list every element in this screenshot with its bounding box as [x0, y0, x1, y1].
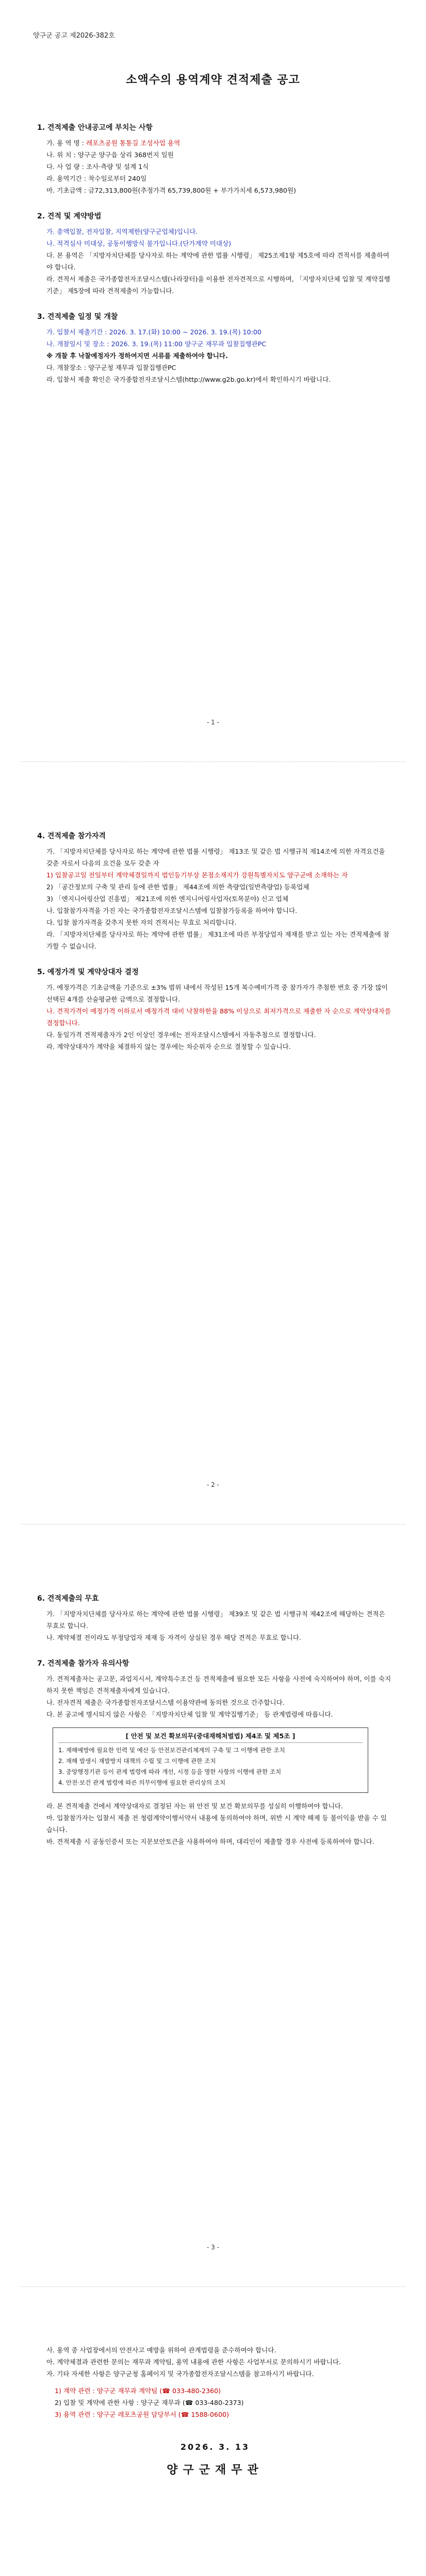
- notice-body-4: [37, 2344, 393, 2476]
- notice-item: 다. 동일가격 견적제출자가 2인 이상인 경우에는 전자조달시스템에서 자동추첨으로 결정합니다.: [46, 1031, 316, 1039]
- notice-date: 2026. 3. 13: [180, 2442, 250, 2452]
- notice-item: 라. 계약상대자가 계약을 체결하지 않는 경우에는 차순위자 순으로 결정할 수 있습니다.: [46, 1043, 291, 1050]
- section-8-list: [37, 2344, 393, 2380]
- notice-item: 다. 개찰장소 : 양구군청 재무과 입찰집행관PC: [46, 364, 176, 371]
- safety-notice-line: 1. 재해예방에 필요한 인력 및 예산 등 안전보건관리체계의 구축 및 그 이행에 관한 조치: [58, 1747, 285, 1754]
- project-info-value: 양구군 양구읍 상리 368번지 일원: [77, 151, 174, 159]
- page-divider: [21, 761, 405, 762]
- notice-item: 나. 견적가격이 예정가격 이하로서 예정가격 대비 낙찰하한율 88% 이상으로 최저가격으로 제출한 자 순으로 계약상대자를 결정합니다.: [46, 1007, 391, 1027]
- notice-item: 나. 개찰일시 및 장소 : 2026. 3. 19.(목) 11:00 양구군 재무과 입찰집행관PC: [46, 340, 267, 348]
- section-heading: 1. 견적제출 안내공고에 부치는 사항: [37, 124, 153, 132]
- section-6-list: [37, 1608, 393, 1643]
- section-heading: 5. 예정가격 및 계약상대자 결정: [37, 968, 139, 976]
- notice-item: 바. 견적제출 시 공동인증서 또는 지문보안토큰을 사용하여야 하며, 대리인이 제출할 경우 사전에 등록하여야 합니다.: [46, 1838, 374, 1845]
- contact-list: [37, 2385, 393, 2420]
- safety-notice-line: 2. 재해 발생시 재발방지 대책의 수립 및 그 이행에 관한 조치: [58, 1757, 216, 1765]
- notice-item: 가. 총액입찰, 전자입찰, 지역제한(양구군업체)입니다.: [46, 228, 198, 235]
- section-1-list: [37, 137, 393, 196]
- section-heading: 6. 견적제출의 무효: [37, 1595, 99, 1603]
- project-info-value: 조사·측량 및 설계 1식: [86, 163, 149, 171]
- section-heading: 7. 견적제출 참가자 유의사항: [37, 1659, 129, 1668]
- project-info-label: 가. 용 역 명 :: [46, 139, 84, 147]
- notice-item: 아. 계약체결과 관련한 문의는 재무과 계약팀, 용역 내용에 관한 사항은 사업부서로 문의하시기 바랍니다.: [46, 2358, 341, 2366]
- issuer-signature: 양구군재무관: [167, 2464, 264, 2477]
- project-info-value: 금72,313,800원(추정가격 65,739,800원 + 부가가치세 6,573,980원): [88, 187, 296, 194]
- section-7-list: [37, 1673, 393, 1720]
- project-info-value: 레포츠공원 통통길 조성사업 용역: [86, 139, 181, 147]
- section-2-list: [37, 226, 393, 297]
- project-info-label: 나. 위 치 :: [46, 151, 76, 159]
- project-info-label: 라. 용역기간 :: [46, 175, 87, 182]
- section-7-continued-list: [37, 1800, 393, 1848]
- notice-number: 양구군 공고 제2026-382호: [33, 32, 115, 40]
- notice-item: 라. 입찰서 제출 확인은 국가종합전자조달시스템(http://www.g2b.go.kr)에서 확인하시기 바랍니다.: [46, 376, 331, 383]
- notice-item: 2) 입찰 및 계약에 관한 사항 : 양구군 재무과 (☎ 033-480-2373): [55, 2399, 244, 2406]
- notice-item: 1) 계약 관련 : 양구군 재무과 계약팀 (☎ 033-480-2360): [55, 2387, 221, 2395]
- section-5-list: [37, 981, 393, 1053]
- notice-item: 가. 예정가격은 기초금액을 기준으로 ±3% 범위 내에서 작성된 15개 복수예비가격 중 참가자가 추첨한 번호 중 가장 많이 선택된 4개를 산술평균한 금액으로 결정합니다.: [46, 984, 388, 1003]
- document-page-3: [0, 1525, 426, 2287]
- notice-item: 라. 본 견적제출 건에서 계약상대자로 결정된 자는 위 안전 및 보건 확보의무를 성실히 이행하여야 합니다.: [46, 1802, 343, 1810]
- notice-item: 가. 견적제출자는 공고문, 과업지시서, 계약특수조건 등 견적제출에 필요한 모든 사항을 사전에 숙지하여야 하며, 이를 숙지하지 못한 책임은 견적제출자에게 있습니다.: [46, 1675, 391, 1694]
- notice-item: 2) 「공간정보의 구축 및 관리 등에 관한 법률」 제44조에 의한 측량업(일반측량업) 등록업체: [46, 883, 309, 891]
- project-info-value: 착수일로부터 240일: [88, 175, 147, 182]
- notice-item: 가. 「지방자치단체를 당사자로 하는 계약에 관한 법률 시행령」 제39조 및 같은 법 시행규칙 제42조에 해당하는 견적은 무효로 합니다.: [46, 1610, 385, 1630]
- document-page-2: [0, 762, 426, 1525]
- notice-item: 나. 적격심사 미대상, 공동이행방식 불가입니다.(단가계약 미대상): [46, 240, 232, 247]
- notice-item: 가. 「지방자치단체를 당사자로 하는 계약에 관한 법률 시행령」 제13조 및 같은 법 시행규칙 제14조에 의한 자격요건을 갖춘 자로서 다음의 요건을 모두 갖춘 자: [46, 848, 385, 867]
- document-page-1: [0, 0, 426, 762]
- notice-item: 나. 입찰참가자격을 가진 자는 국가종합전자조달시스템에 입찰참가등록을 하여야 합니다.: [46, 907, 298, 914]
- page-number: - 3 -: [207, 2244, 219, 2251]
- notice-body-3: [37, 1582, 393, 1848]
- notice-item: 가. 입찰서 제출기간 : 2026. 3. 17.(화) 10:00 ~ 2026. 3. 19.(목) 10:00: [46, 328, 261, 336]
- section-heading: 2. 견적 및 계약방법: [37, 212, 102, 221]
- notice-item: 라. 「지방자치단체를 당사자로 하는 계약에 관한 법률」 제31조에 따른 부정당업자 제재를 받고 있는 자는 견적제출에 참가할 수 없습니다.: [46, 930, 389, 950]
- section-3-list: [37, 326, 393, 385]
- safety-notice-line: 4. 안전·보건 관계 법령에 따른 의무이행에 필요한 관리상의 조치: [58, 1779, 226, 1786]
- page-title: 소액수의 용역계약 견적제출 공고: [126, 74, 300, 87]
- safety-notice-line: 3. 중앙행정기관 등이 관계 법령에 따라 개선, 시정 등을 명한 사항의 이행에 관한 조치: [58, 1768, 282, 1775]
- notice-item: 1) 입찰공고일 전일부터 계약체결일까지 법인등기부상 본점소재지가 강원특별자치도 양구군에 소재하는 자: [46, 871, 348, 879]
- project-info-label: 마. 기초금액 :: [46, 187, 87, 194]
- notice-body-1: [37, 111, 393, 385]
- section-heading: 3. 견적제출 일정 및 개찰: [37, 313, 118, 321]
- page-number: - 1 -: [207, 719, 219, 726]
- section-4-list: [37, 845, 393, 952]
- project-info-row: [37, 149, 393, 161]
- notice-item: 3) 용역 관련 : 양구군 레포츠공원 담당부서 (☎ 1588-0600): [55, 2411, 230, 2418]
- project-info-row: [37, 173, 393, 184]
- notice-item: 마. 입찰참가자는 입찰서 제출 전 청렴계약이행서약서 내용에 동의하여야 하며, 위반 시 계약 해제 등 불이익을 받을 수 있습니다.: [46, 1814, 387, 1834]
- notice-item: 나. 계약체결 전이라도 부정당업자 제재 등 자격이 상실된 경우 해당 견적은 무효로 합니다.: [46, 1634, 302, 1641]
- safety-notice-title: [ 안전 및 보건 확보의무(중대재해처벌법) 제4조 및 제5조 ]: [58, 1730, 363, 1743]
- notice-item: 자. 기타 자세한 사항은 양구군청 홈페이지 및 국가종합전자조달시스템을 참고하시기 바랍니다.: [46, 2370, 314, 2378]
- notice-item: 사. 용역 중 사업장에서의 안전사고 예방을 위하여 관계법령을 준수하여야 합니다.: [46, 2346, 276, 2354]
- project-info-row: [37, 184, 393, 196]
- project-info-label: 다. 사 업 량 :: [46, 163, 84, 171]
- document-page-4: [0, 2287, 426, 2576]
- notice-item: 다. 입찰 참가자격을 갖추지 못한 자의 견적서는 무효로 처리합니다.: [46, 919, 237, 926]
- safety-notice-box: [53, 1727, 368, 1793]
- safety-notice-lines: [58, 1745, 363, 1788]
- notice-item: 라. 견적서 제출은 국가종합전자조달시스템(나라장터)을 이용한 전자견적으로 시행하며, 「지방자치단체 입찰 및 계약집행기준」 제5장에 따라 견적제출이 가능합니다.: [46, 275, 390, 295]
- page-divider: [21, 2286, 405, 2287]
- notice-item: 다. 본 공고에 명시되지 않은 사항은 「지방자치단체 입찰 및 계약집행기준」 등 관계법령에 따릅니다.: [46, 1710, 333, 1718]
- project-info-row: [37, 137, 393, 149]
- notice-item: ※ 개찰 후 낙찰예정자가 정하여지면 서류를 제출하여야 합니다.: [46, 352, 228, 360]
- notice-item: 다. 본 용역은 「지방자치단체를 당사자로 하는 계약에 관한 법률 시행령」 제25조제1항 제5호에 따라 견적서를 제출하여야 합니다.: [46, 251, 389, 271]
- notice-item: 나. 전자견적 제출은 국가종합전자조달시스템 이용약관에 동의한 것으로 간주합니다.: [46, 1699, 285, 1706]
- notice-item: 3) 「엔지니어링산업 진흥법」 제21조에 의한 엔지니어링사업자(토목분야) 신고 업체: [46, 895, 289, 903]
- page-number: - 2 -: [207, 1481, 219, 1488]
- notice-body-2: [37, 819, 393, 1053]
- section-heading: 4. 견적제출 참가자격: [37, 832, 106, 840]
- project-info-row: [37, 161, 393, 173]
